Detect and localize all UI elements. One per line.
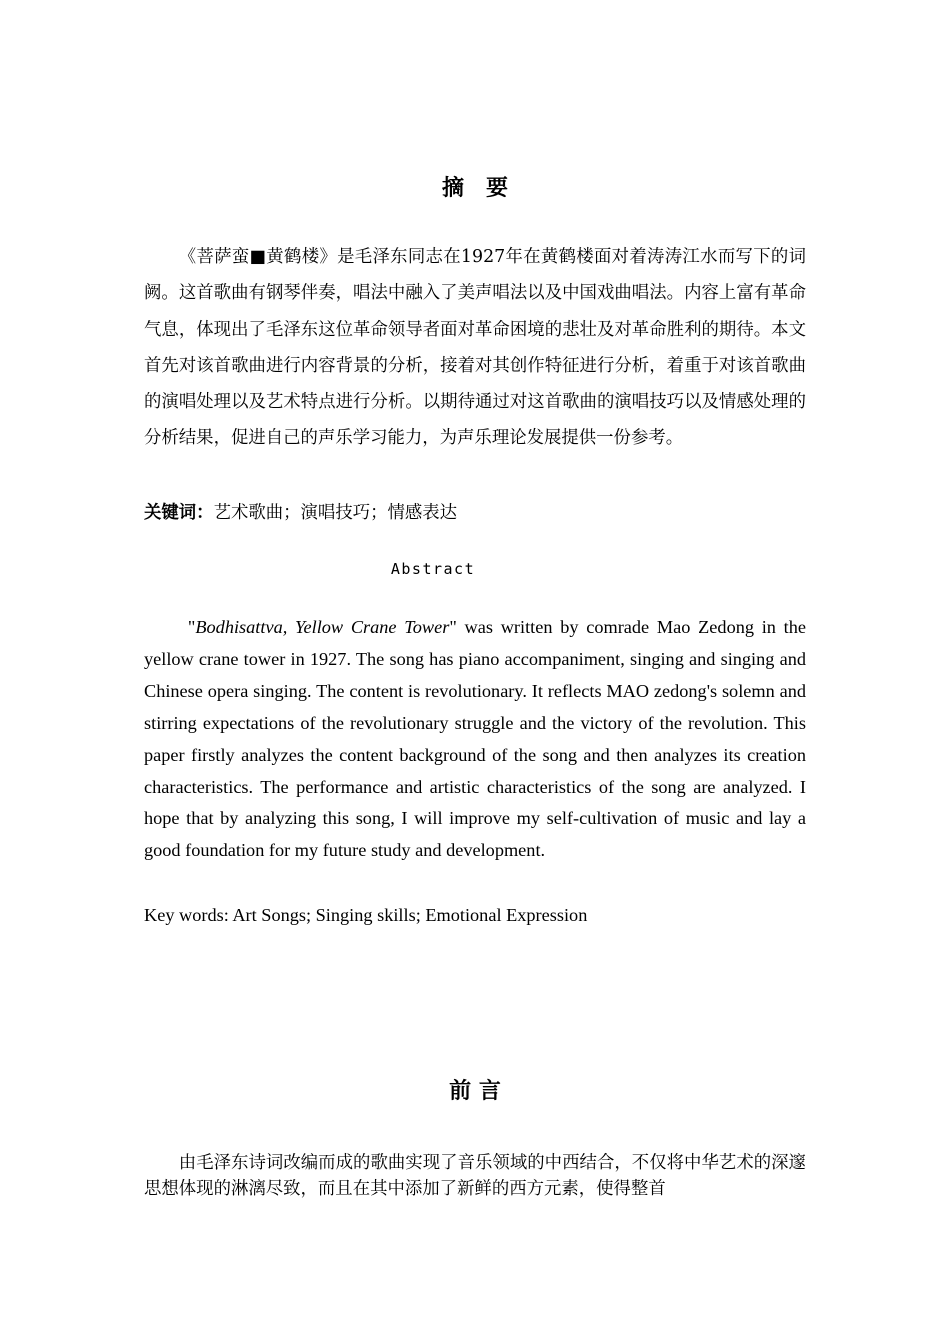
keywords-cn-text: 艺术歌曲；演唱技巧；情感表达 bbox=[213, 503, 458, 523]
keywords-en: Key words: Art Songs; Singing skills; Emotional Expression bbox=[144, 905, 588, 925]
abstract-en-body bbox=[144, 612, 806, 867]
abstract-en-title: Abstract bbox=[390, 560, 476, 578]
abstract-cn-title: 摘 要 bbox=[441, 176, 508, 201]
abstract-en-quote-open: " bbox=[187, 617, 196, 637]
keywords-cn-label: 关键词： bbox=[144, 503, 214, 523]
preface-body: 由毛泽东诗词改编而成的歌曲实现了音乐领域的中西结合，不仅将中华艺术的深邃思想体现的淋漓尽致，而且在其中添加了新鲜的西方元素，使得整首 bbox=[144, 1153, 806, 1199]
abstract-en-song-title: Bodhisattva, Yellow Crane Tower bbox=[195, 617, 450, 637]
abstract-cn-body: 《菩萨蛮■黄鹤楼》是毛泽东同志在1927年在黄鹤楼面对着涛涛江水而写下的词阙。这首歌曲有钢琴伴奏，唱法中融入了美声唱法以及中国戏曲唱法。内容上富有革命气息，体现出了毛泽东这位革命领导者面对革命困境的悲壮及对革命胜利的期待。本文首先对该首歌曲进行内容背景的分析，接着对其创作特征进行分析，着重于对该首歌曲的演唱处理以及艺术特点进行分析。以期待通过对这首歌曲的演唱技巧以及情感处理的分析结果，促进自己的声乐学习能力，为声乐理论发展提供一份参考。 bbox=[144, 247, 806, 449]
keywords-cn bbox=[144, 497, 806, 529]
preface-title: 前 言 bbox=[449, 1079, 501, 1104]
abstract-en-body-text: " was written by comrade Mao Zedong in the yellow crane tower in 1927. The song has piano accompaniment, singing and singing and Chinese opera singing. The content is revolutionary. It reflects MAO zedong's solemn and stirring expectations of the revolutionary struggle and the victory of the revolution. This paper firstly analyzes the content background of the song and then analyzes its creation characteristics. The performance and artistic characteristics of the song are analyzed. I hope that by analyzing this song, I will improve my self-cultivation of music and lay a good foundation for my future study and development. bbox=[144, 617, 807, 861]
